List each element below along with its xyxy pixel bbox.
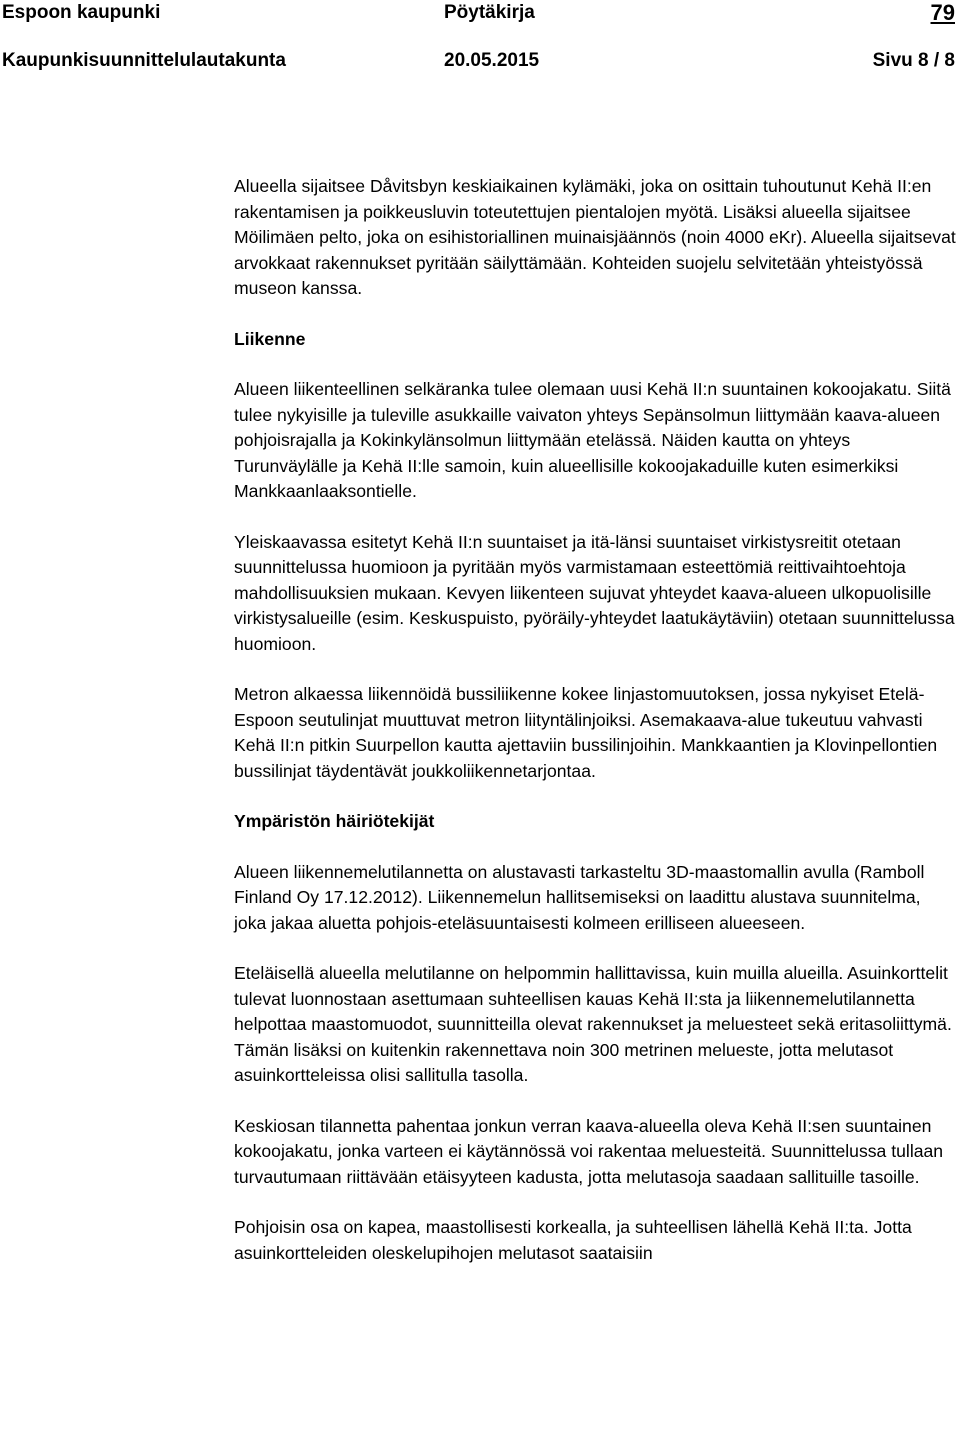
paragraph-central-area: Keskiosan tilannetta pahentaa jonkun verran kaava-alueella oleva Kehä II:sen suuntainen kokoojakatu, jonka varteen ei käytännössä voi rakentaa meluesteitä. Suunnittelussa tullaan turvautumaan riittävään etäisyyteen kadusta, jotta melutasoja saadaan sallituille tasoille.	[234, 1115, 944, 1187]
board-name: Kaupunkisuunnittelulautakunta	[2, 50, 286, 71]
paragraph-northern-area: Pohjoisin osa on kapea, maastollisesti korkealla, ja suhteellisen lähellä Kehä II:ta. Jotta asuinkortteleiden oleskelupihojen melutasot saataisiin	[234, 1217, 912, 1263]
paragraph-bus-lines: Metron alkaessa liikennöidä bussiliikenne kokee linjastomuutoksen, jossa nykyiset Etelä-Espoon seutulinjat muuttuvat metron liityntälinjoiksi. Asemakaava-alue tukeutuu vahvasti Kehä II:n pitkin Suurpellon kautta ajettaviin bussilinjoihin. Mankkaantien ja Klovinpellontien bussilinjat täydentävät joukkoliikennetarjontaa.	[234, 684, 938, 781]
meeting-date: 20.05.2015	[444, 50, 540, 71]
item-number: 79	[930, 0, 955, 25]
document-type: Pöytäkirja	[444, 2, 535, 23]
paragraph-noise-model: Alueen liikennemelutilannetta on alustavasti tarkasteltu 3D-maastomallin avulla (Ramboll Finland Oy 17.12.2012). Liikennemelun hallitsemiseksi on laadittu alustava suunnitelma, joka jakaa aluetta pohjois-eteläsuuntaisesti kolmeen erilliseen alueeseen.	[234, 861, 925, 933]
paragraph-southern-area: Eteläisellä alueella melutilanne on helpommin hallittavissa, kuin muilla alueilla. Asuinkorttelit tulevat luonnostaan asettumaan suhteellisen kauas Kehä II:sta ja liikennemelutilannetta helpottaa maastomuodot, suunnitteilla olevat rakennukset ja meluesteet sekä eritasoliittymä. Tämän lisäksi on kuitenkin rakennettava noin 300 metrinen melueste, jotta melutasot asuinkortteleissa olisi sallitulla tasolla.	[234, 963, 952, 1085]
page-header	[0, 0, 960, 80]
document-body	[234, 174, 956, 1266]
paragraph-traffic-spine: Alueen liikenteellinen selkäranka tulee olemaan uusi Kehä II:n suuntainen kokoojakatu. Siitä tulee nykyisille ja tuleville asukkaille vaivaton yhteys Sepänsolmun liittymään kaava-alueen pohjoisrajalla ja Kokinkylänsolmun liittymään etelässä. Näiden kautta on yhteys Turunväylälle ja Kehä II:lle samoin, kuin alueellisille kokoojakaduille kuten esimerkiksi Mankkaanlaaksontielle.	[234, 379, 951, 501]
organization-name: Espoon kaupunki	[2, 2, 161, 23]
section-heading-disturbances: Ympäristön häiriötekijät	[234, 811, 435, 831]
paragraph-heritage: Alueella sijaitsee Dåvitsbyn keskiaikainen kylämäki, joka on osittain tuhoutunut Kehä II:en rakentamisen ja poikkeusluvin toteutettujen pientalojen myötä. Lisäksi alueella sijaitsee Möilimäen pelto, joka on esihistoriallinen muinaisjäännös (noin 4000 eKr). Alueella sijaitsevat arvokkaat rakennukset pyritään säilyttämään. Kohteiden suojelu selvitetään yhteistyössä museon kanssa.	[234, 176, 956, 298]
section-heading-liikenne: Liikenne	[234, 328, 306, 349]
paragraph-recreation-routes: Yleiskaavassa esitetyt Kehä II:n suuntaiset ja itä-länsi suuntaiset virkistysreitit otetaan suunnittelussa huomioon ja pyritään myös varmistamaan esteettömiä reittivaihtoehtoja mahdollisuuksien mukaan. Kevyen liikenteen sujuvat yhteydet kaava-alueen ulkopuolisille virkistysalueille (esim. Keskuspuisto, pyöräily-yhteydet laatukäytäviin) otetaan suunnittelussa huomioon.	[234, 531, 955, 654]
page-number: Sivu 8 / 8	[872, 50, 955, 71]
